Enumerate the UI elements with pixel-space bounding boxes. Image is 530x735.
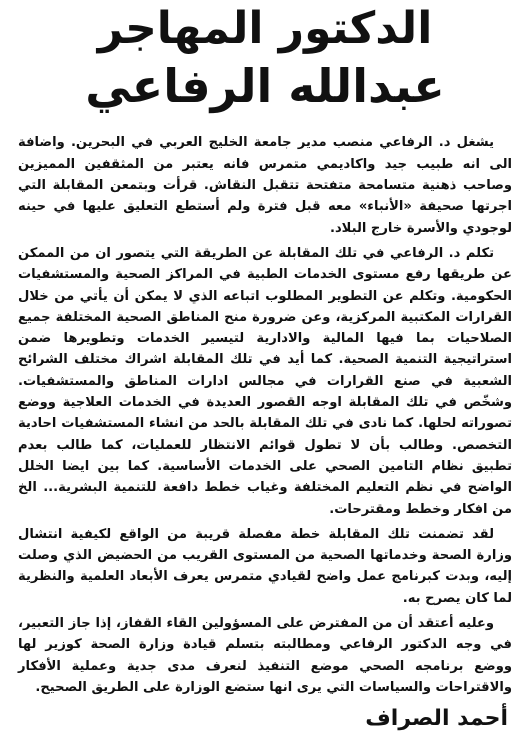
headline-line-2: عبدالله الرفاعي (85, 59, 445, 114)
author-signature: أحمد الصراف (365, 706, 508, 732)
paragraph-3: لقد تضمنت تلك المقابلة خطة مفصلة قريبة من الواقع لكيفية انتشال وزارة الصحة وخدماتها الصحية من المستوى القريب من الحضيض الذي وصلت إليه، وبدت كبرنامج عمل واضح لقيادي متمرس يعرف الأبعاد العلمية والنظرية لما كان يصرح به. (18, 526, 512, 606)
paragraph-4: وعليه أعتقد أن من المفترض على المسؤولين القاء القفاز، إذا جاز التعبير، في وجه الدكتور الرفاعي ومطالبته بتسلم قيادة وزارة الصحة كوزير لها ووضع برنامجه الصحي موضع التنفيذ لنعرف مدى جدية وعملية الأفكار والاقتراحات والسياسات التي يرى انها ستضع الوزارة على الطريق الصحيح. (18, 616, 512, 695)
paragraph-1: يشغل د. الرفاعي منصب مدير جامعة الخليج العربي في البحرين. واضافة الى انه طبيب جيد واكاديمي متمرس فانه يعتبر من المثقفين المميزين وصاحب ذهنية متسامحة متفتحة تتقبل النقاش. قرأت وبتمعن المقابلة التي اجرتها صحيفة «الأنباء» معه قبل فترة ولم أستطع التعليق عليها في حينه لوجودي والأسرة خارج البلاد. (18, 135, 512, 236)
headline-line-1: الدكتور المهاجر (97, 3, 433, 54)
paragraph-2: تكلم د. الرفاعي في تلك المقابلة عن الطريقة التي يتصور ان من الممكن عن طريقها رفع مستوى الخدمات الطبية في المراكز الصحية والمستشفيات الحكومية. وتكلم عن التطوير المطلوب اتباعه الذي لا يمكن أن يأتي من خلال القرارات المكتبية المركزية، وعن ضرورة منح المناطق الصحية المختلفة جميع الصلاحيات بما فيها المالية والادارية لتيسير الخدمات وتطويرها ضمن استراتيجية التنمية الصحية. كما أيد في تلك المقابلة اشراك مختلف الشرائح الشعبية في صنع القرارات في مجالس ادارات المناطق والمستشفيات. وشخّص في تلك المقابلة اوجه القصور العديدة في الخدمات العلاجية ووضع تصوراته لحلها. كما نادى في تلك المقابلة بالحد من انشاء المستشفيات احادية التخصص. وطالب بأن لا تطول قوائم الانتظار للعمليات، كما طالب بعدم تطبيق نظام التامين الصحي على الخدمات الأساسية. كما بين ايضا الخلل الواضح في نظم التعليم المختلفة وغياب خطط دافعة للتنمية البشرية... الخ من افكار وخطط ومقترحات. (18, 245, 512, 517)
article-body (18, 132, 512, 698)
